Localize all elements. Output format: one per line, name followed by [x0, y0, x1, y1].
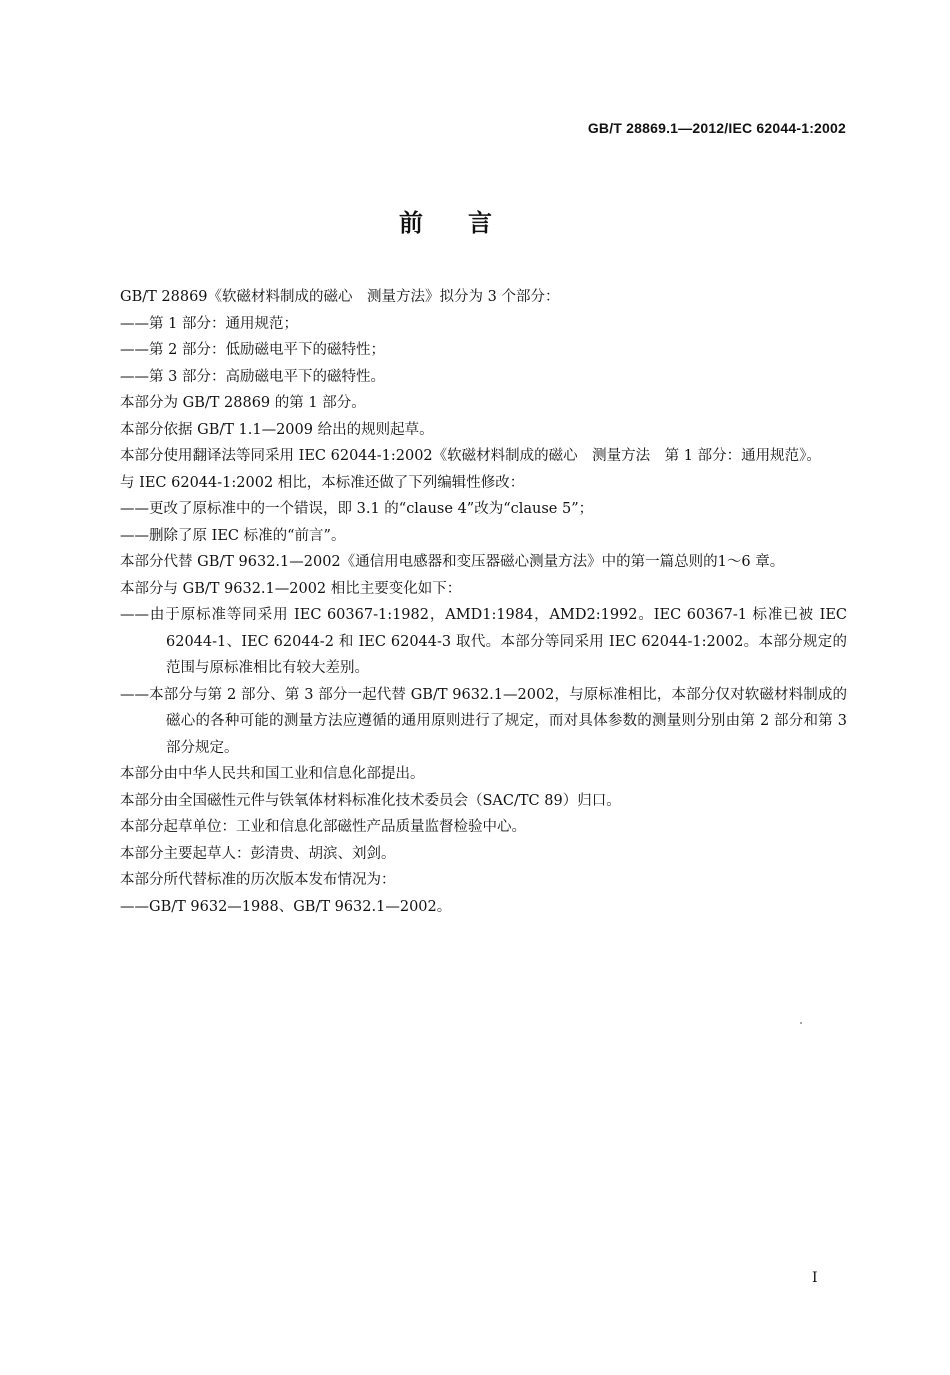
list-item-error-fix: ——更改了原标准中的一个错误，即 3.1 的“clause 4”改为“clause 5”；	[120, 501, 594, 517]
paragraph-proposed-by: 本部分由中华人民共和国工业和信息化部提出。	[120, 766, 425, 782]
paragraph-drafting-unit: 本部分起草单位：工业和信息化部磁性产品质量监督检验中心。	[120, 819, 526, 835]
list-item-foreword-removed: ——删除了原 IEC 标准的“前言”。	[120, 527, 346, 544]
page-number: I	[812, 1270, 818, 1286]
list-item-part-2: ——第 2 部分：低励磁电平下的磁特性；	[120, 342, 385, 358]
paragraph-main-changes: 本部分与 GB/T 9632.1—2002 相比主要变化如下：	[120, 580, 462, 597]
list-item-previous-editions: ——GB/T 9632—1988、GB/T 9632.1—2002。	[120, 898, 452, 915]
paragraph-previous-editions: 本部分所代替标准的历次版本发布情况为：	[120, 872, 396, 888]
paragraph-replaces: 本部分代替 GB/T 9632.1—2002《通信用电感器和变压器磁心测量方法》中的第一篇总则的1～6 章。	[120, 554, 785, 570]
foreword-body	[90, 284, 847, 920]
paragraph-parts-intro: GB/T 28869《软磁材料制成的磁心 测量方法》拟分为 3 个部分：	[120, 289, 560, 305]
paragraph-drafting-rules: 本部分依据 GB/T 1.1—2009 给出的规则起草。	[120, 421, 434, 438]
paragraph-adoption: 本部分使用翻译法等同采用 IEC 62044-1:2002《软磁材料制成的磁心 测量方法 第 1 部分：通用规范》。	[120, 448, 821, 464]
list-item-part-1: ——第 1 部分：通用规范；	[120, 315, 298, 332]
paragraph-administered-by: 本部分由全国磁性元件与铁氧体材料标准化技术委员会（SAC/TC 89）归口。	[120, 792, 621, 809]
list-item-part-3: ——第 3 部分：高励磁电平下的磁特性。	[120, 368, 385, 385]
list-item-change-1: ——由于原标准等同采用 IEC 60367-1:1982，AMD1:1984，AMD2:1992。IEC 60367-1 标准已被 IEC 62044-1、IEC 62044-2 和 IEC 62044-3 取代。本部分等同采用 IEC 62044-1:2002。本部分规定的范围与原标准相比有较大差别。	[120, 607, 847, 676]
paragraph-this-part: 本部分为 GB/T 28869 的第 1 部分。	[120, 395, 366, 411]
list-item-change-2: ——本部分与第 2 部分、第 3 部分一起代替 GB/T 9632.1—2002，与原标准相比，本部分仅对软磁材料制成的磁心的各种可能的测量方法应遵循的通用原则进行了规定，而对具体参数的测量则分别由第 2 部分和第 3 部分规定。	[120, 686, 847, 756]
page-title: 前言	[399, 209, 537, 237]
paragraph-editorial-changes: 与 IEC 62044-1:2002 相比，本标准还做了下列编辑性修改：	[120, 474, 525, 491]
standard-code-header: GB/T 28869.1—2012/IEC 62044-1:2002	[587, 120, 846, 136]
scan-speck	[800, 1022, 802, 1024]
paragraph-drafters: 本部分主要起草人：彭清贵、胡滨、刘剑。	[120, 845, 396, 862]
